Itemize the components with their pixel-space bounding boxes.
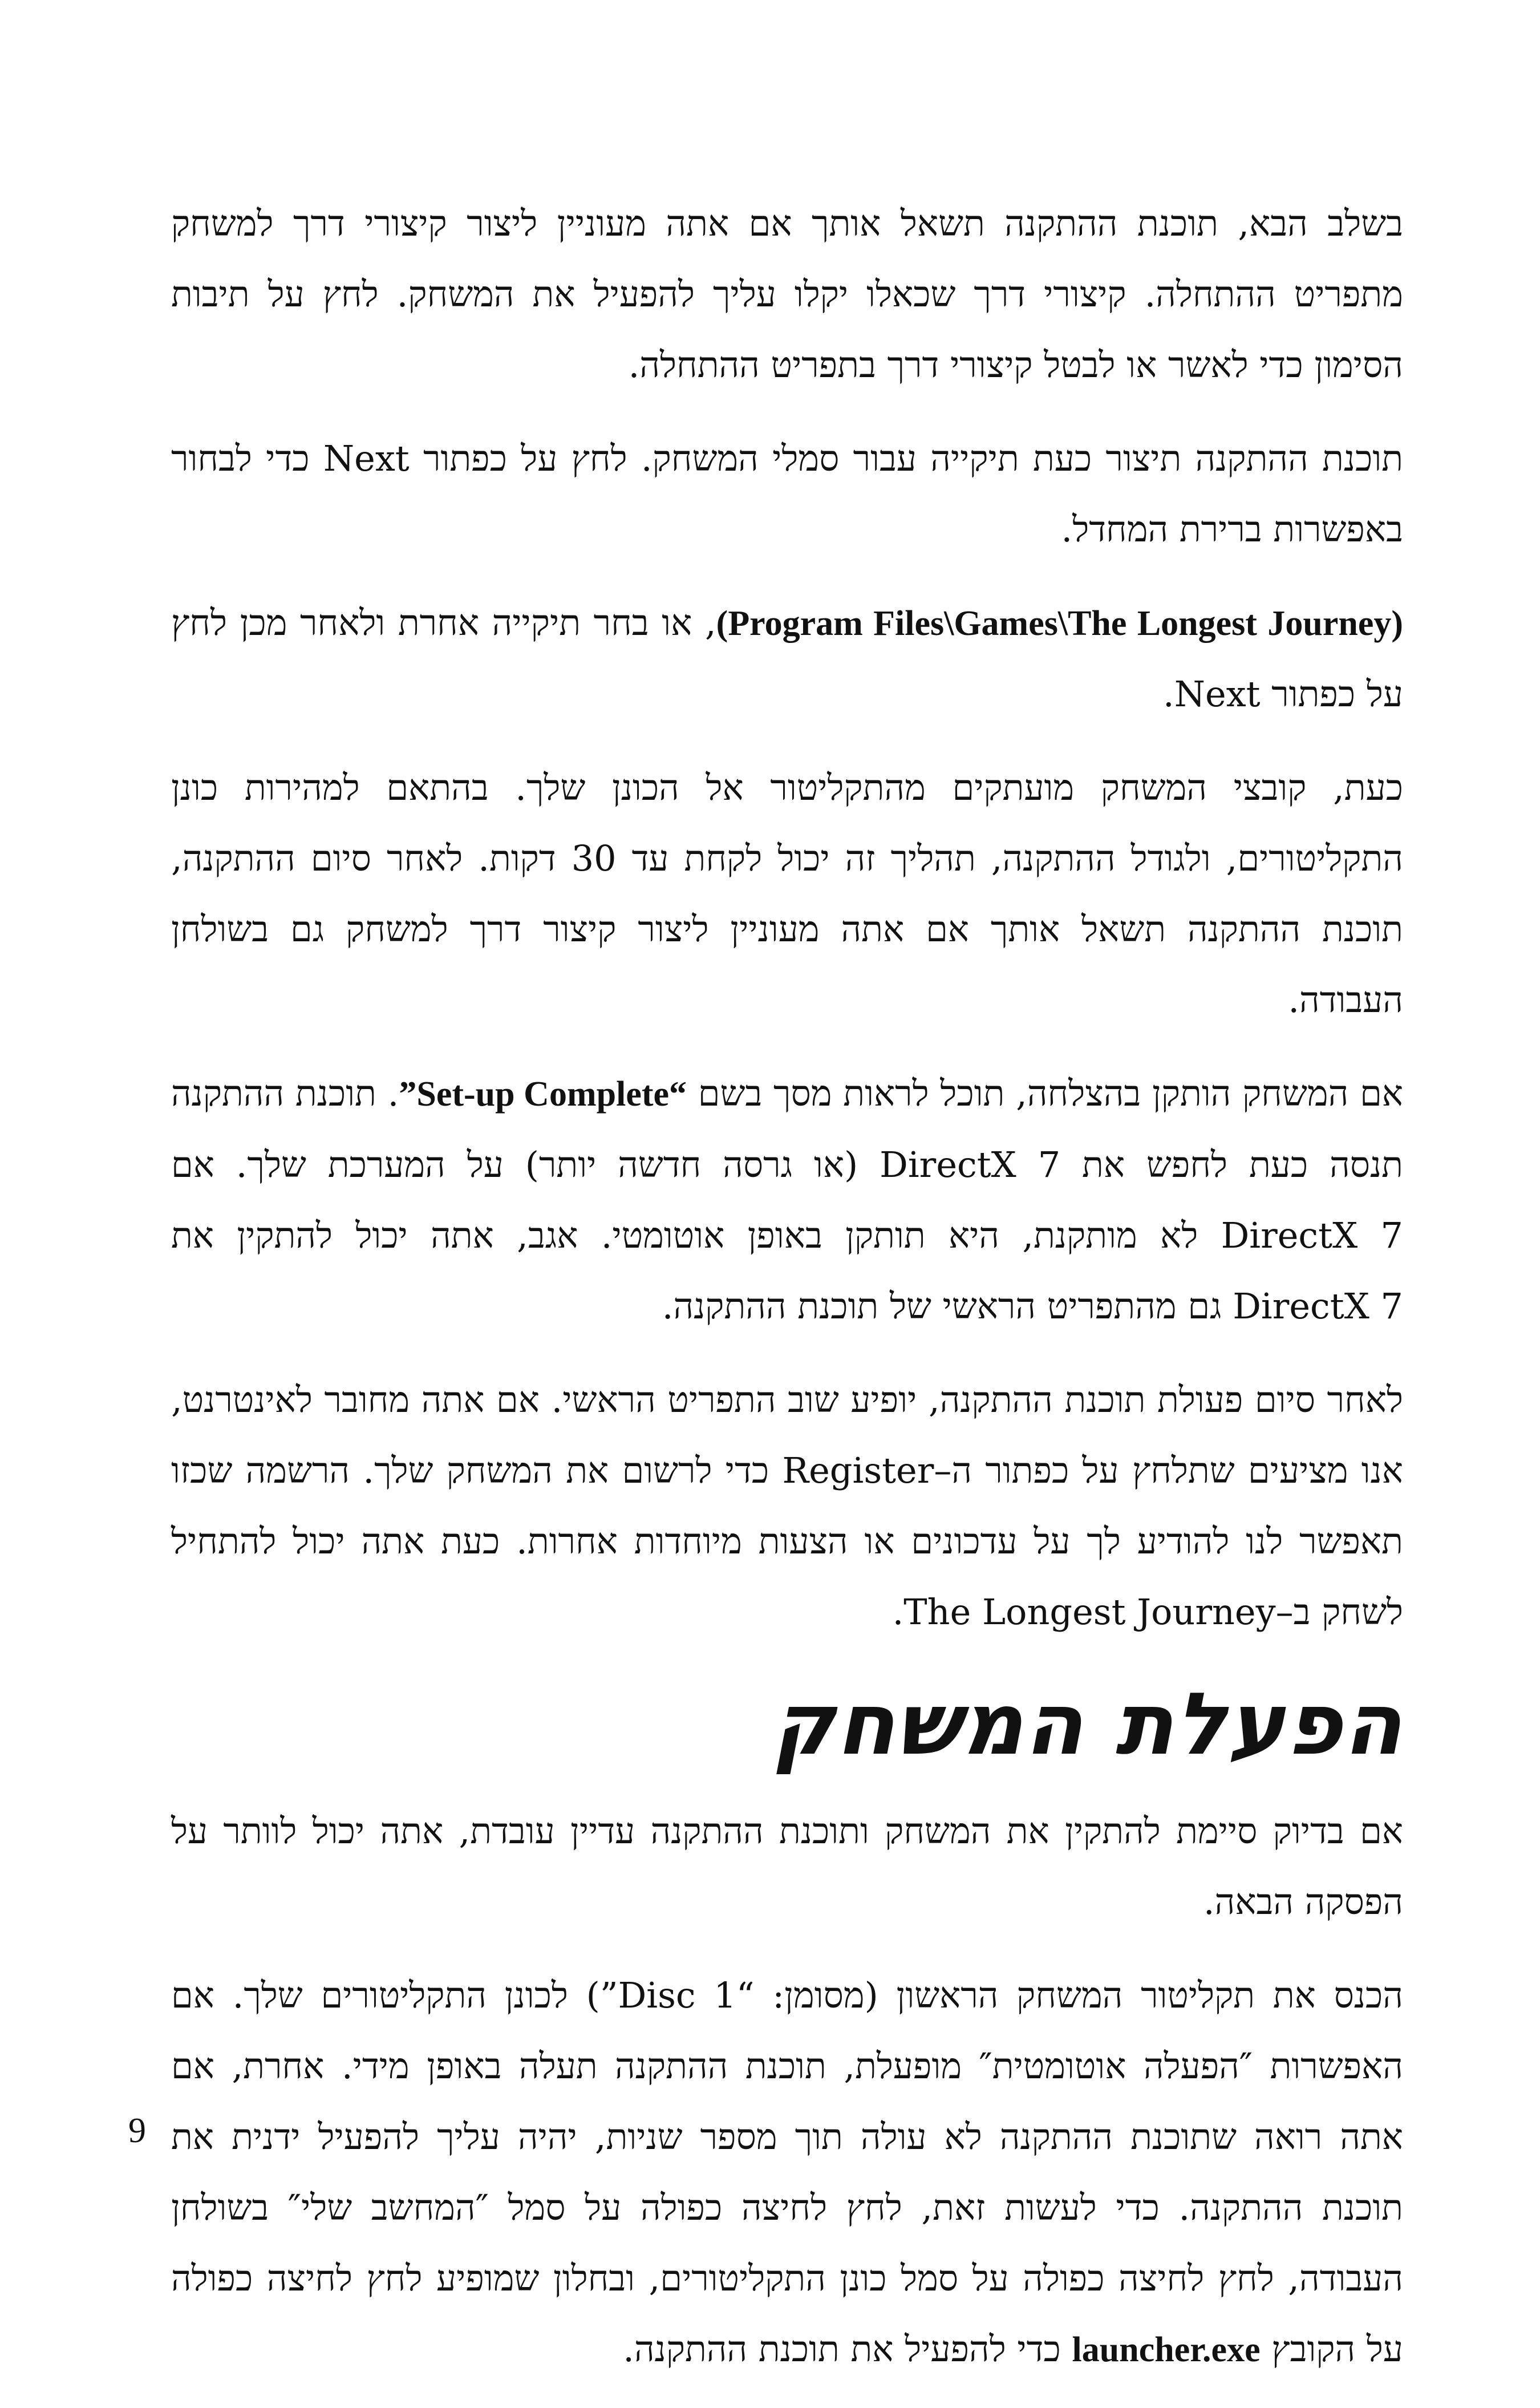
paragraph-path-text: , או בחר תיקייה אחרת ולאחר מכן לחץ על כפתור Next. bbox=[171, 602, 1403, 715]
page-content bbox=[171, 188, 1403, 2408]
paragraph-register bbox=[171, 1365, 1403, 1648]
section-heading: הפעלת המשחק bbox=[772, 1675, 1403, 1774]
paragraph-folder bbox=[171, 423, 1403, 565]
paragraph-directx-text-b: . תוכנת ההתקנה תנסה כעת לחפש את DirectX 7 (או גרסה חדשה יותר) על המערכת שלך. אם DirectX 7 לא מותקנת, היא תותקן באופן אוטומטי. אגב, אתה יכול להתקין את DirectX 7 גם מהתפריט הראשי של תוכנת ההתקנה. bbox=[171, 1073, 1403, 1327]
launcher-filename: launcher.exe bbox=[1072, 2330, 1261, 2369]
paragraph-folder-text: תוכנת ההתקנה תיצור כעת תיקייה עבור סמלי המשחק. לחץ על כפתור Next כדי לבחור באפשרות ברירת המחדל. bbox=[171, 438, 1403, 550]
page-number: 9 bbox=[128, 2111, 146, 2150]
install-path: (Program Files\Games\The Longest Journey) bbox=[716, 604, 1403, 643]
paragraph-directx bbox=[171, 1058, 1403, 1342]
setup-complete-screen-name: “Set-up Complete” bbox=[399, 1075, 687, 1114]
paragraph-directx-text-a: אם המשחק הותקן בהצלחה, תוכל לראות מסך בשם bbox=[687, 1073, 1403, 1114]
paragraph-skip bbox=[171, 1796, 1403, 1937]
paragraph-launch-text-b: כדי להפעיל את תוכנת ההתקנה. bbox=[623, 2328, 1072, 2370]
paragraph-skip-text: אם בדיוק סיימת להתקין את המשחק ותוכנת ההתקנה עדיין עובדת, אתה יכול לוותר על הפסקה הבאה. bbox=[171, 1810, 1403, 1923]
paragraph-shortcuts bbox=[171, 188, 1403, 400]
paragraph-path bbox=[171, 588, 1403, 730]
paragraph-copying bbox=[171, 752, 1403, 1035]
paragraph-register-text: לאחר סיום פעולת תוכנת ההתקנה, יופיע שוב התפריט הראשי. אם אתה מחובר לאינטרנט, אנו מציעים שתלחץ על כפתור ה–Register כדי לרשום את המשחק שלך. הרשמה שכזו תאפשר לנו להודיע לך על עדכונים או הצעות מיוחדות אחרות. כעת אתה יכול להתחיל לשחק ב–The Longest Journey. bbox=[171, 1379, 1403, 1633]
paragraph-shortcuts-text: בשלב הבא, תוכנת ההתקנה תשאל אותך אם אתה מעוניין ליצור קיצורי דרך למשחק מתפריט ההתחלה. קיצורי דרך שכאלו יקלו עליך להפעיל את המשחק. לחץ על תיבות הסימון כדי לאשר או לבטל קיצורי דרך בתפריט ההתחלה. bbox=[171, 203, 1403, 386]
paragraph-launch bbox=[171, 1960, 1403, 2385]
paragraph-copying-text: כעת, קובצי המשחק מועתקים מהתקליטור אל הכונן שלך. בהתאם למהירות כונן התקליטורים, ולגודל ההתקנה, תהליך זה יכול לקחת עד 30 דקות. לאחר סיום ההתקנה, תוכנת ההתקנה תשאל אותך אם אתה מעוניין ליצור קיצור דרך למשחק גם בשולחן העבודה. bbox=[171, 767, 1403, 1021]
paragraph-launch-text-a: הכנס את תקליטור המשחק הראשון (מסומן: “Disc 1”) לכונן התקליטורים שלך. אם האפשרות ″הפעלה אוטומטית″ מופעלת, תוכנת ההתקנה תעלה באופן מידי. אחרת, אם אתה רואה שתוכנת ההתקנה לא עולה תוך מספר שניות, יהיה עליך להפעיל ידנית את תוכנת ההתקנה. כדי לעשות זאת, לחץ לחיצה כפולה על סמל ″המחשב שלי″ בשולחן העבודה, לחץ לחיצה כפולה על סמל כונן התקליטורים, ובחלון שמופיע לחץ לחיצה כפולה על הקובץ bbox=[171, 1974, 1404, 2370]
